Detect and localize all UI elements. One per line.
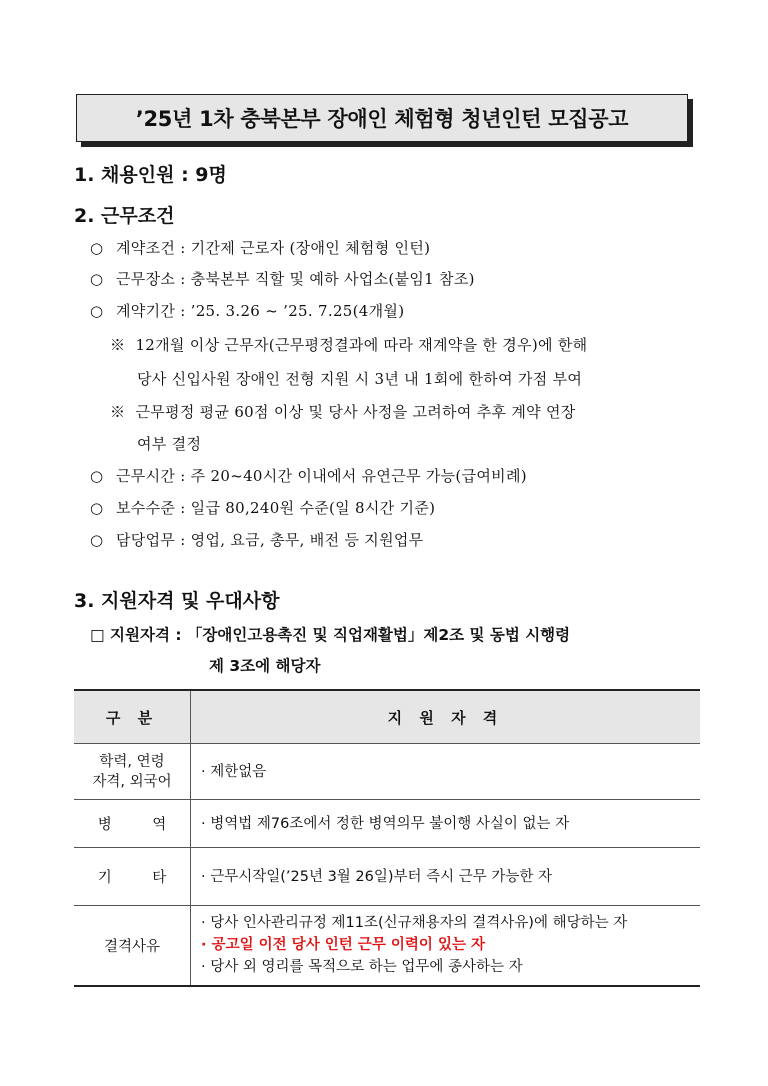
- condition-location: ○ 근무장소 : 충북본부 직할 및 예하 사업소(붙임1 참조): [90, 270, 475, 288]
- row-requirement: · 근무시작일(’25년 3월 26일)부터 즉시 근무 가능한 자: [191, 848, 701, 906]
- note-2-continued: 여부 결정: [137, 435, 202, 453]
- row-requirement: · 병역법 제76조에서 정한 병역의무 불이행 사실이 없는 자: [191, 800, 701, 848]
- table-header-row: [74, 690, 700, 744]
- row-category: 학력, 연령 자격, 외국어: [74, 744, 191, 800]
- note-2: ※ 근무평정 평균 60점 이상 및 당사 사정을 고려하여 추후 계약 연장: [110, 403, 576, 421]
- qualification-line-1: □ 지원자격 : 「장애인고용촉진 및 직업재활법」제2조 및 동법 시행령: [90, 626, 571, 644]
- condition-contract-type: ○ 계약조건 : 기간제 근로자 (장애인 체험형 인턴): [90, 239, 431, 257]
- table-row: [74, 744, 700, 800]
- note-1: ※ 12개월 이상 근무자(근무평정결과에 따라 재계약을 한 경우)에 한해: [110, 336, 588, 354]
- row-category: 결격사유: [74, 906, 191, 986]
- page-title: ’25년 1차 충북본부 장애인 체험형 청년인턴 모집공고: [135, 107, 629, 131]
- section-1-heading: 1. 채용인원 : 9명: [74, 164, 227, 186]
- condition-duties: ○ 담당업무 : 영업, 요금, 총무, 배전 등 지원업무: [90, 531, 424, 549]
- table-row: [74, 906, 700, 986]
- table-row: [74, 848, 700, 906]
- bullet-icon: ○: [90, 531, 104, 549]
- bullet-icon: ○: [90, 302, 104, 320]
- row-category: 병 역: [74, 800, 191, 848]
- header-requirement: 지 원 자 격: [191, 690, 701, 744]
- highlighted-requirement: · 공고일 이전 당사 인턴 근무 이력이 있는 자: [201, 937, 486, 954]
- note-icon: ※: [110, 403, 126, 421]
- note-icon: ※: [110, 336, 126, 354]
- section-3-heading: 3. 지원자격 및 우대사항: [74, 590, 280, 612]
- requirements-table: [74, 689, 700, 987]
- bullet-icon: ○: [90, 270, 104, 288]
- row-requirement: · 당사 인사관리규정 제11조(신규채용자의 결격사유)에 해당하는 자 · 공고일 이전 당사 인턴 근무 이력이 있는 자 · 당사 외 영리를 목적으로 하는 업무에 종사하는 자: [191, 906, 701, 986]
- section-2-heading: 2. 근무조건: [74, 205, 175, 227]
- bullet-icon: ○: [90, 467, 104, 485]
- condition-pay: ○ 보수수준 : 일급 80,240원 수준(일 8시간 기준): [90, 499, 436, 517]
- bullet-icon: ○: [90, 239, 104, 257]
- qualification-line-2: 제 3조에 해당자: [209, 657, 321, 675]
- table-row: [74, 800, 700, 848]
- row-requirement: · 제한없음: [191, 744, 701, 800]
- bullet-icon: ○: [90, 499, 104, 517]
- condition-period: ○ 계약기간 : ’25. 3.26 ~ ’25. 7.25(4개월): [90, 302, 405, 320]
- note-1-continued: 당사 신입사원 장애인 전형 지원 시 3년 내 1회에 한하여 가점 부여: [137, 370, 583, 388]
- condition-hours: ○ 근무시간 : 주 20~40시간 이내에서 유연근무 가능(급여비례): [90, 467, 527, 485]
- row-category: 기 타: [74, 848, 191, 906]
- title-box: [76, 94, 688, 142]
- header-category: 구 분: [74, 690, 191, 744]
